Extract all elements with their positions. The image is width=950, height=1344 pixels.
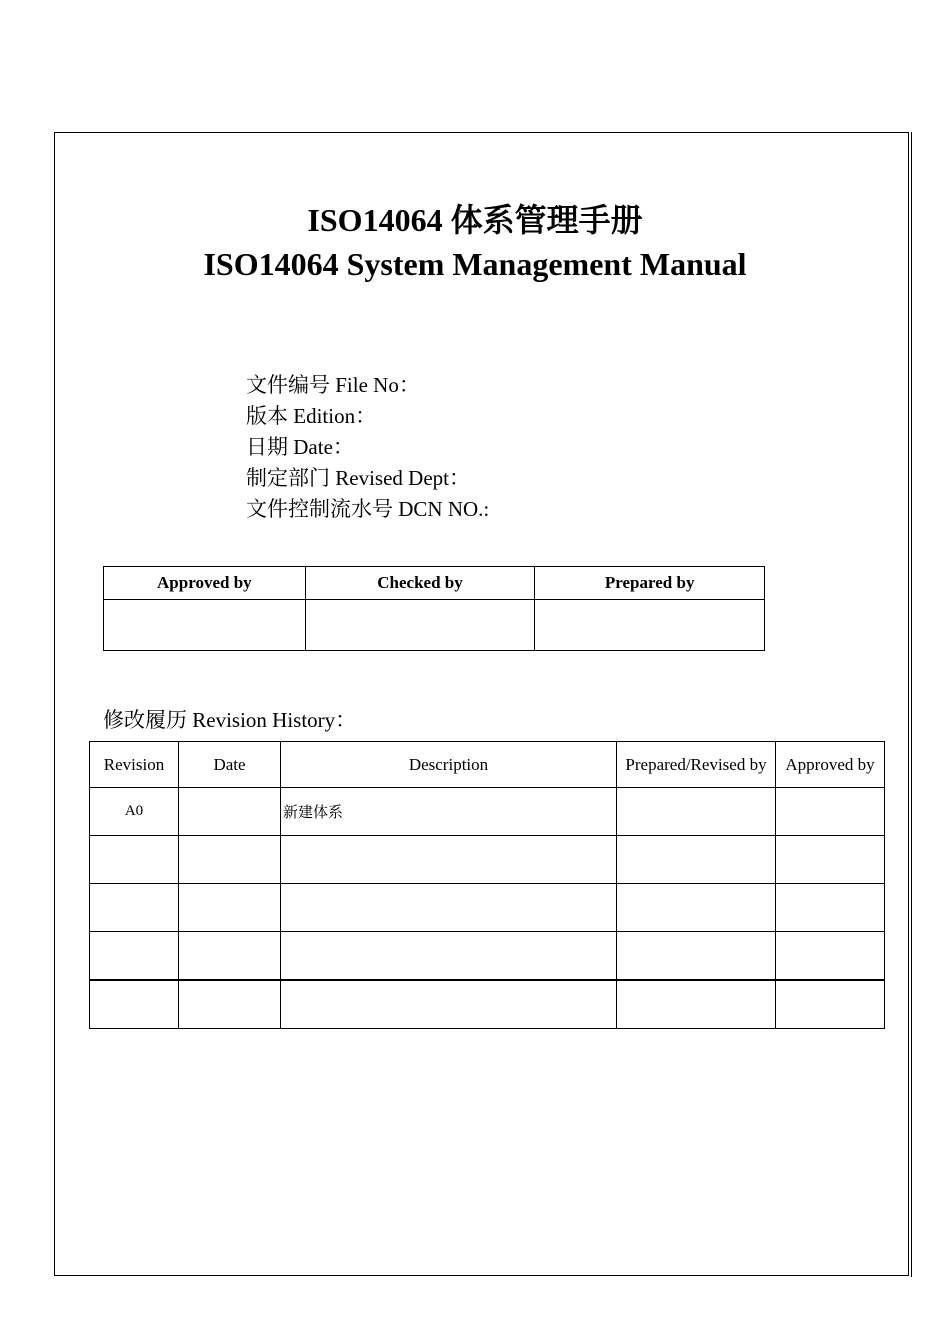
approved-by-header: Approved by xyxy=(104,567,306,600)
page-border xyxy=(54,132,909,1276)
prepared-cell[interactable] xyxy=(617,788,776,836)
approved-by-cell[interactable] xyxy=(104,600,306,651)
table-row xyxy=(90,932,885,981)
file-no-field: 文件编号 File No： xyxy=(246,373,420,397)
description-cell[interactable]: 新建体系 xyxy=(281,788,617,836)
table-row xyxy=(90,836,885,884)
revision-header: Revision xyxy=(90,742,179,788)
table-row xyxy=(90,884,885,932)
approved-cell[interactable] xyxy=(776,932,885,981)
description-cell[interactable] xyxy=(281,980,617,1029)
revision-cell[interactable] xyxy=(90,836,179,884)
revision-cell[interactable] xyxy=(90,932,179,981)
prepared-revised-header: Prepared/Revised by xyxy=(617,742,776,788)
checked-by-cell[interactable] xyxy=(305,600,535,651)
signoff-header-row xyxy=(104,567,765,600)
approved-cell[interactable] xyxy=(776,980,885,1029)
checked-by-header: Checked by xyxy=(305,567,535,600)
revision-header-row xyxy=(90,742,885,788)
revision-history-table xyxy=(89,741,885,1029)
signoff-table xyxy=(103,566,765,651)
page-border-double-line xyxy=(911,132,912,1277)
revision-cell[interactable]: A0 xyxy=(90,788,179,836)
prepared-cell[interactable] xyxy=(617,932,776,981)
document-meta xyxy=(246,370,489,525)
table-row xyxy=(90,980,885,1029)
prepared-by-header: Prepared by xyxy=(535,567,765,600)
date-cell[interactable] xyxy=(179,932,281,981)
date-field: 日期 Date： xyxy=(246,435,354,459)
prepared-cell[interactable] xyxy=(617,980,776,1029)
description-header: Description xyxy=(281,742,617,788)
date-header: Date xyxy=(179,742,281,788)
date-cell[interactable] xyxy=(179,884,281,932)
description-cell[interactable] xyxy=(281,884,617,932)
date-cell[interactable] xyxy=(179,980,281,1029)
signoff-sign-row xyxy=(104,600,765,651)
dept-field: 制定部门 Revised Dept： xyxy=(246,466,470,490)
description-cell[interactable] xyxy=(281,836,617,884)
revision-cell[interactable] xyxy=(90,980,179,1029)
revision-history-label: 修改履历 Revision History： xyxy=(103,708,357,732)
approved-cell[interactable] xyxy=(776,788,885,836)
title-english: ISO14064 System Management Manual xyxy=(203,246,747,282)
date-cell[interactable] xyxy=(179,788,281,836)
approved-cell[interactable] xyxy=(776,884,885,932)
prepared-cell[interactable] xyxy=(617,884,776,932)
approved-cell[interactable] xyxy=(776,836,885,884)
edition-field: 版本 Edition： xyxy=(246,404,377,428)
prepared-cell[interactable] xyxy=(617,836,776,884)
document-title xyxy=(0,198,950,286)
date-cell[interactable] xyxy=(179,836,281,884)
revision-cell[interactable] xyxy=(90,884,179,932)
title-chinese: ISO14064 体系管理手册 xyxy=(307,202,643,238)
description-cell[interactable] xyxy=(281,932,617,981)
dcn-field: 文件控制流水号 DCN NO.: xyxy=(246,497,490,521)
prepared-by-cell[interactable] xyxy=(535,600,765,651)
approved-header: Approved by xyxy=(776,742,885,788)
table-row xyxy=(90,788,885,836)
